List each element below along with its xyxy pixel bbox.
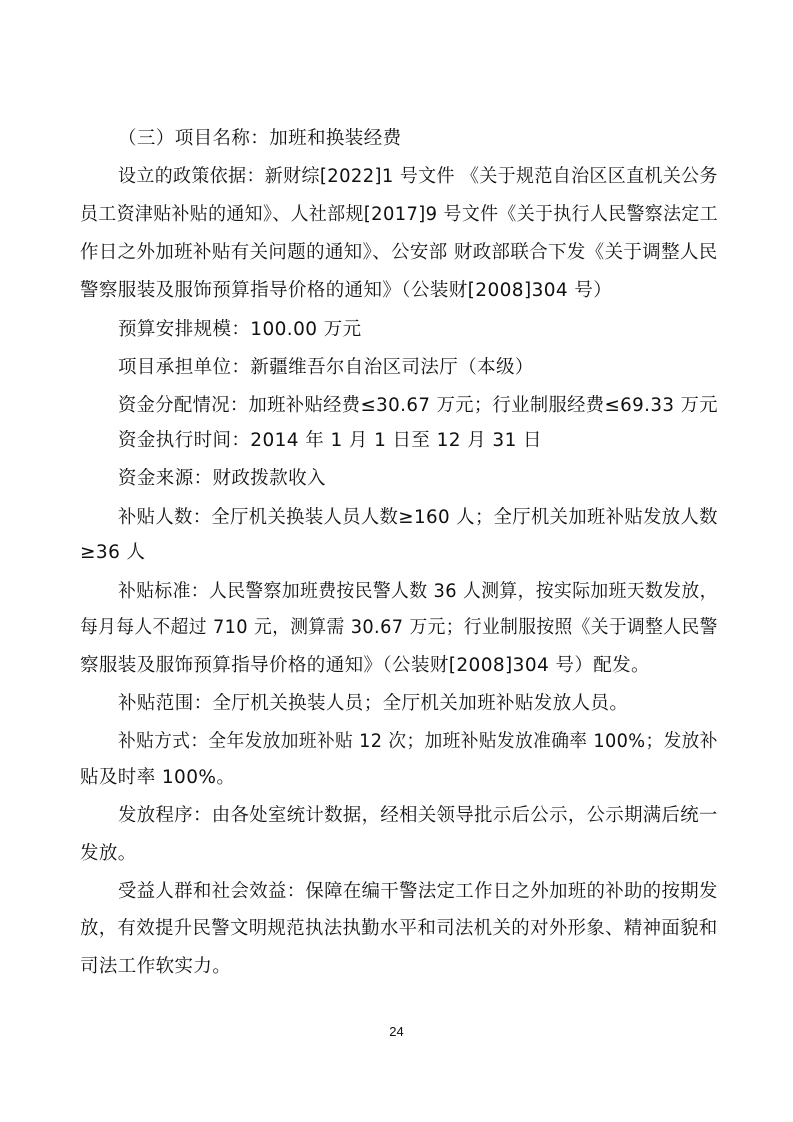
beneficiaries-line-2: 放，有效提升民警文明规范执法执勤水平和司法机关的对外形象、精神面貌和 bbox=[80, 918, 718, 939]
subsidy-standard-line-2: 每月每人不超过 710 元，测算需 30.67 万元；行业制服按照《关于调整人民警 bbox=[80, 617, 718, 638]
subsidy-count-line-1: 补贴人数：全厅机关换装人员人数≥160 人；全厅机关加班补贴发放人数 bbox=[118, 507, 718, 528]
policy-basis-line-3: 作日之外加班补贴有关问题的通知》、公安部 财政部联合下发《关于调整人民 bbox=[80, 242, 718, 263]
subsidy-count-line-2: ≥36 人 bbox=[80, 542, 146, 563]
distribution-procedure-line-2: 发放。 bbox=[80, 843, 137, 864]
project-title: （三）项目名称：加班和换装经费 bbox=[118, 128, 402, 149]
policy-basis-line-2: 员工资津贴补贴的通知》、人社部规[2017]9 号文件《关于执行人民警察法定工 bbox=[80, 204, 719, 225]
budget-scale: 预算安排规模：100.00 万元 bbox=[118, 319, 362, 340]
responsible-unit: 项目承担单位：新疆维吾尔自治区司法厅（本级） bbox=[118, 357, 534, 378]
fund-allocation: 资金分配情况：加班补贴经费≤30.67 万元；行业制服经费≤69.33 万元 bbox=[118, 395, 718, 416]
subsidy-standard-line-3: 察服装及服饰预算指导价格的通知》（公装财[2008]304 号）配发。 bbox=[80, 655, 650, 676]
policy-basis-line-4: 警察服装及服饰预算指导价格的通知》（公装财[2008]304 号） bbox=[80, 280, 613, 301]
subsidy-method-line-2: 贴及时率 100%。 bbox=[80, 767, 236, 788]
subsidy-standard-line-1: 补贴标准：人民警察加班费按民警人数 36 人测算，按实际加班天数发放， bbox=[118, 581, 718, 602]
beneficiaries-line-1: 受益人群和社会效益：保障在编干警法定工作日之外加班的补助的按期发 bbox=[118, 881, 718, 902]
execution-period: 资金执行时间：2014 年 1 月 1 日至 12 月 31 日 bbox=[118, 430, 542, 451]
page-number: 24 bbox=[389, 1024, 404, 1039]
subsidy-method-line-1: 补贴方式：全年发放加班补贴 12 次；加班补贴发放准确率 100%；发放补 bbox=[118, 731, 718, 752]
fund-source: 资金来源：财政拨款收入 bbox=[118, 468, 326, 489]
distribution-procedure-line-1: 发放程序：由各处室统计数据，经相关领导批示后公示，公示期满后统一 bbox=[118, 805, 718, 826]
beneficiaries-line-3: 司法工作软实力。 bbox=[80, 956, 232, 977]
policy-basis-line-1: 设立的政策依据：新财综[2022]1 号文件 《关于规范自治区区直机关公务 bbox=[118, 166, 718, 187]
subsidy-scope: 补贴范围：全厅机关换装人员；全厅机关加班补贴发放人员。 bbox=[118, 693, 629, 714]
